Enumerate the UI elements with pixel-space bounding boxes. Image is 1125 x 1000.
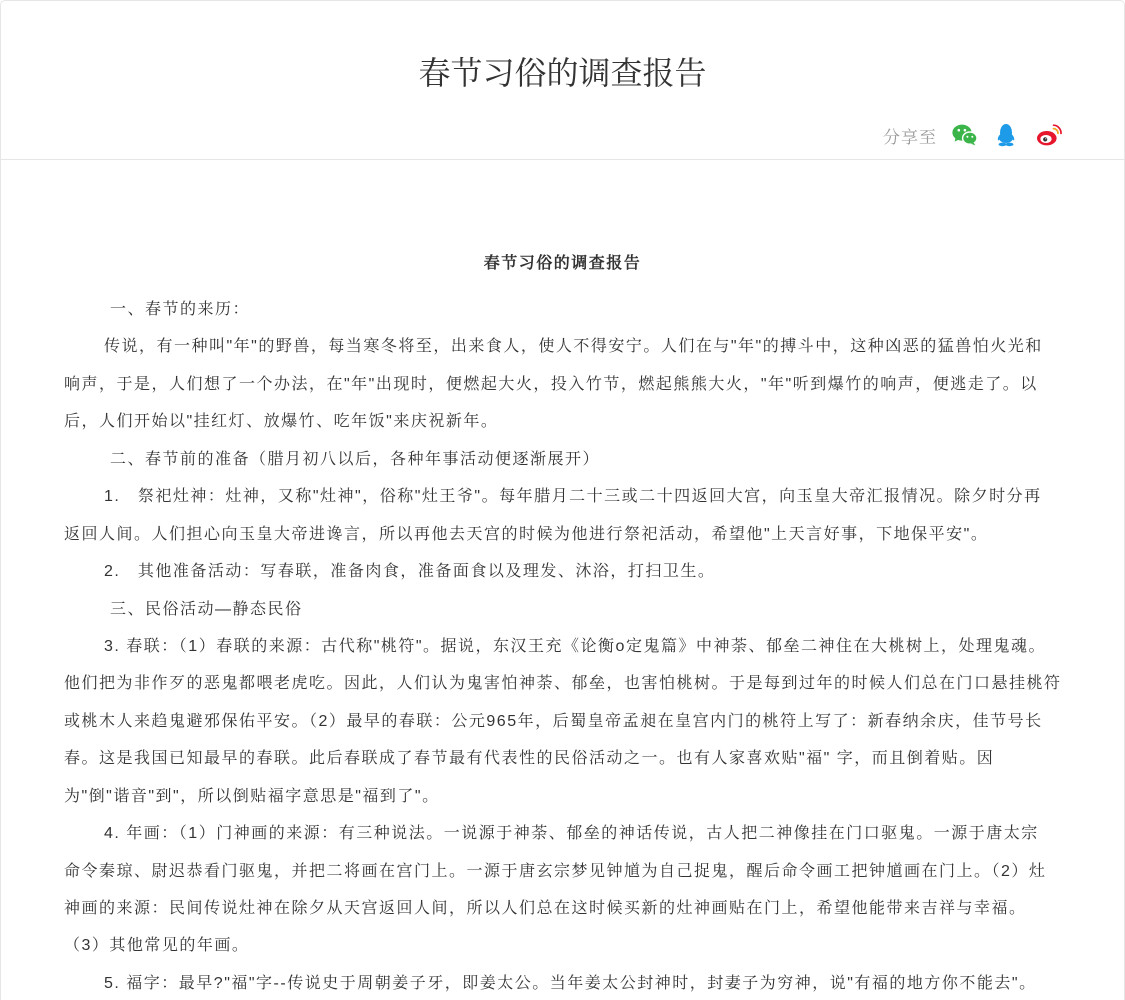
paragraph-line: 或桃木人来趋鬼避邪保佑平安。（2）最早的春联：公元965年，后蜀皇帝孟昶在皇宫内门的桃符上写了：新春纳余庆，佳节号长 xyxy=(64,712,1043,730)
paragraph-line: （3）其他常见的年画。 xyxy=(64,937,250,955)
page-header xyxy=(1,1,1124,160)
paragraph-line: 命令秦琼、尉迟恭看门驱鬼，并把二将画在宫门上。一源于唐玄宗梦见钟馗为自己捉鬼，醒后命令画工把钟馗画在门上。（2）灶 xyxy=(64,862,1047,880)
section-heading: 一、春节的来历： xyxy=(110,301,251,318)
paragraph xyxy=(1,481,1124,550)
weibo-icon[interactable] xyxy=(1036,124,1062,146)
paragraph-line: 传说，有一种叫"年"的野兽，每当寒冬将至，出来食人，使人不得安宁。人们在与"年"的搏斗中，这种凶恶的猛兽怕火光和 xyxy=(104,338,1043,356)
paragraph-line: 神画的来源：民间传说灶神在除夕从天宫返回人间，所以人们总在这时候买新的灶神画贴在门上，希望他能带来吉祥与幸福。 xyxy=(64,900,1027,917)
page-title: 春节习俗的调查报告 xyxy=(418,55,707,91)
paragraph-line: 返回人间。人们担心向玉皇大帝进谗言，所以再他去天宫的时候为他进行祭祀活动，希望他"上天言好事，下地保平安"。 xyxy=(64,525,989,543)
paragraph-line: 他们把为非作歹的恶鬼都喂老虎吃。因此，人们认为鬼害怕神荼、郁垒，也害怕桃树。于是每到过年的时候人们总在门口悬挂桃符 xyxy=(64,675,1062,693)
paragraph xyxy=(1,631,1124,813)
paragraph xyxy=(1,556,1124,588)
paragraph-line: 5. 福字：最早?"福"字--传说史于周朝姜子牙，即姜太公。当年姜太公封神时，封妻子为穷神，说"有福的地方你不能去"。 xyxy=(104,974,1037,992)
section-heading: 二、春节前的准备（腊月初八以后，各种年事活动便逐渐展开） xyxy=(110,450,601,468)
paragraph xyxy=(1,818,1124,962)
paragraph-line: 为"倒"谐音"到"，所以倒贴福字意思是"福到了"。 xyxy=(64,787,440,805)
paragraph-line: 1. 祭祀灶神：灶神，又称"灶神"，俗称"灶王爷"。每年腊月二十三或二十四返回大宫，向玉皇大帝汇报情况。除夕时分再 xyxy=(104,488,1042,506)
paragraph-line: 2. 其他准备活动：写春联，准备肉食，准备面食以及理发、沐浴，打扫卫生。 xyxy=(104,563,716,581)
share-bar xyxy=(883,120,1062,150)
paragraph xyxy=(1,968,1124,1000)
article-body xyxy=(1,294,1124,1000)
article-title: 春节习俗的调查报告 xyxy=(483,255,642,272)
paragraph-line: 响声，于是，人们想了一个办法，在"年"出现时，便燃起大火，投入竹节，燃起熊熊大火，"年"听到爆竹的响声，便逃走了。以 xyxy=(64,375,1038,393)
paragraph xyxy=(1,331,1124,438)
section-heading: 三、民俗活动—静态民俗 xyxy=(110,600,303,618)
paragraph-line: 后，人们开始以"挂红灯、放爆竹、吃年饭"来庆祝新年。 xyxy=(64,413,499,431)
paragraph-line: 3. 春联：（1）春联的来源：古代称"桃符"。据说，东汉王充《论衡o定鬼篇》中神荼、郁垒二神住在大桃树上，处理鬼魂。 xyxy=(104,637,1046,655)
wechat-icon[interactable] xyxy=(952,124,978,146)
paragraph-line: 春。这是我国已知最早的春联。此后春联成了春节最有代表性的民俗活动之一。也有人家喜欢贴"福" 字，而且倒着贴。因 xyxy=(64,750,995,768)
article xyxy=(1,160,1124,1000)
share-label: 分享至 xyxy=(883,127,937,147)
qq-icon[interactable] xyxy=(996,123,1016,147)
paragraph-line: 4. 年画：（1）门神画的来源：有三种说法。一说源于神荼、郁垒的神话传说，古人把二神像挂在门口驱鬼。一源于唐太宗 xyxy=(104,825,1039,843)
